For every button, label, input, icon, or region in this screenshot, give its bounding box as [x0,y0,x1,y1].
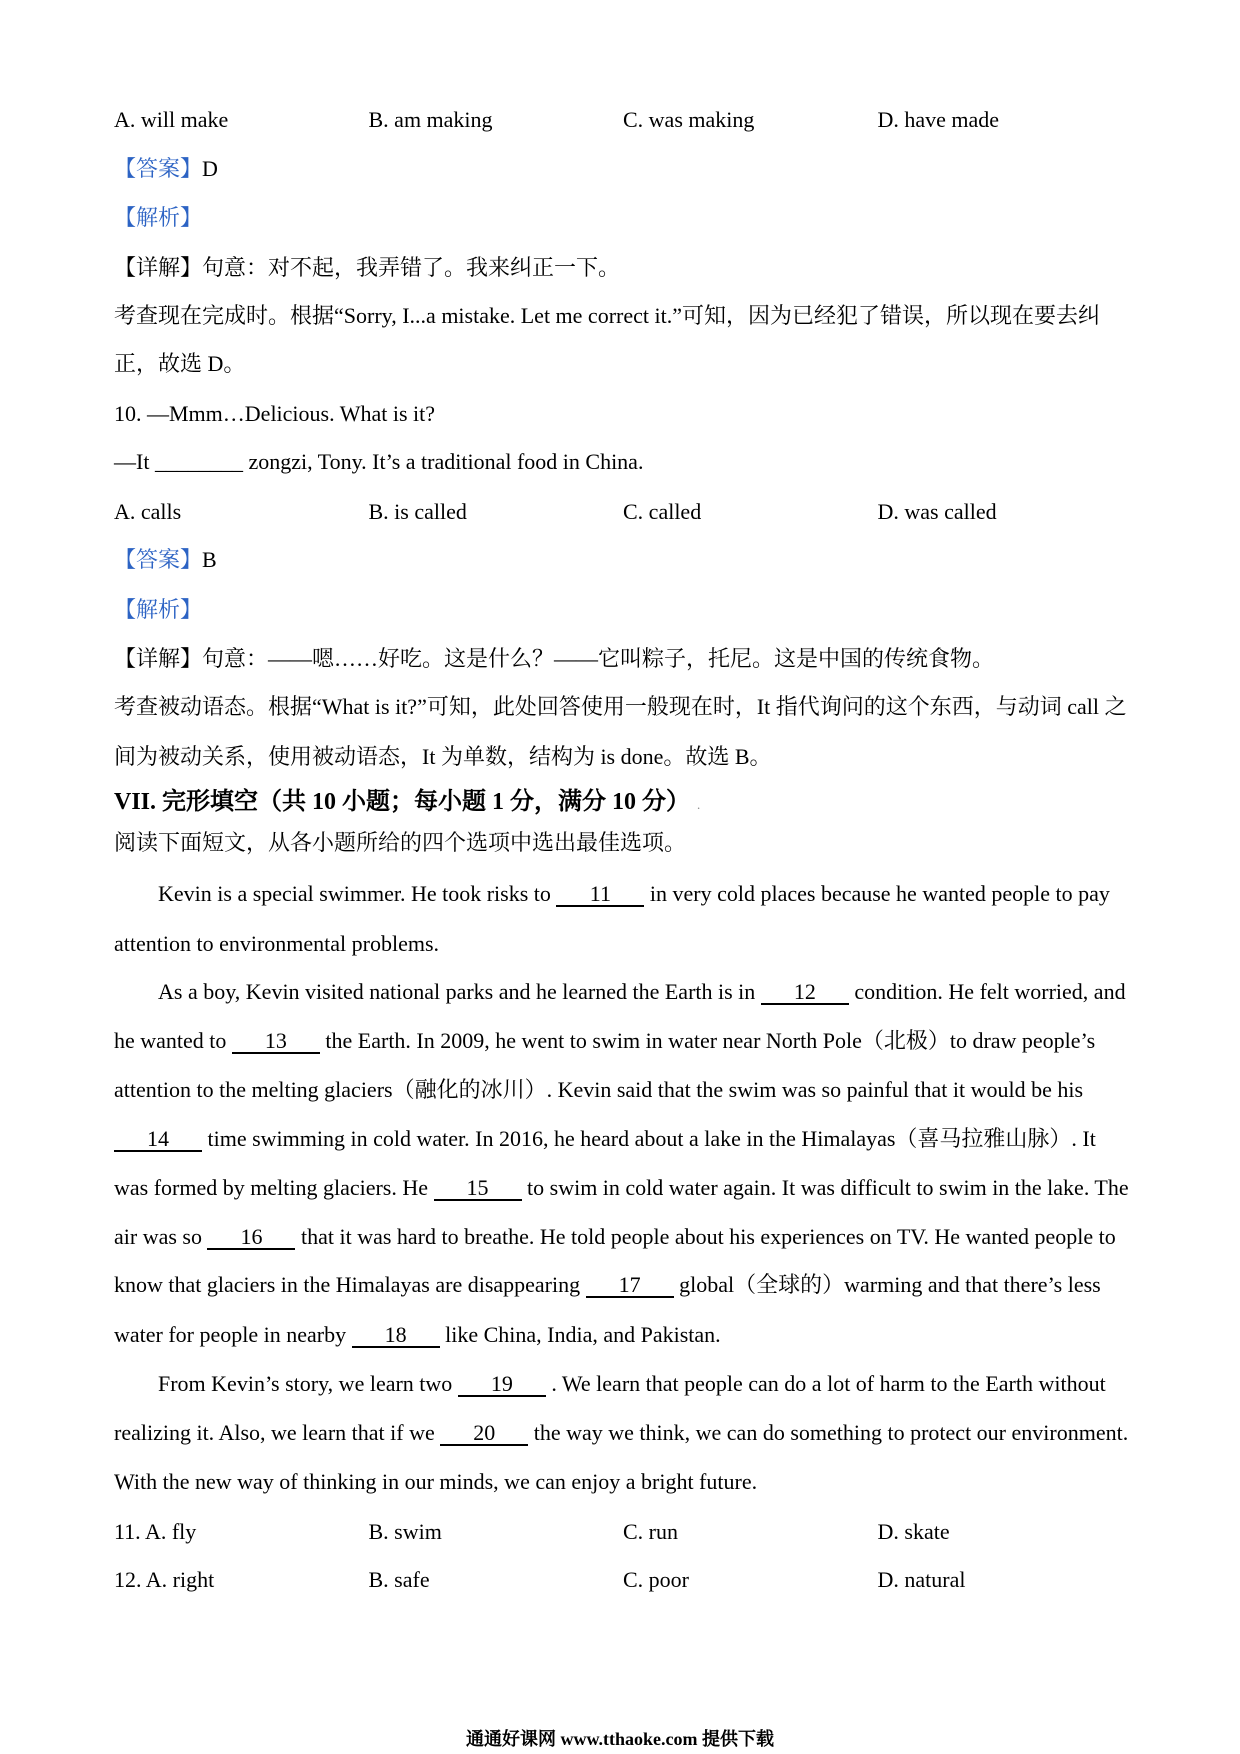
explanation-line: 正，故选 D。 [114,351,246,376]
answer-value: D [202,156,218,181]
q9-options-row [114,105,1132,135]
option-c: C. poor [623,1567,689,1592]
passage-line [158,977,1126,1007]
passage-text: in very cold places because he wanted people to pay [644,881,1110,906]
passage-line [158,1369,1106,1399]
passage-line: attention to environmental problems. [114,931,440,956]
blank-19: 19 [458,1373,546,1397]
q9-analysis-line [114,203,202,233]
answer-value: B [202,547,217,572]
question-12-options-row [114,1565,1132,1595]
analysis-label: 【解析】 [114,597,203,622]
explanation-line: 考查被动语态。根据“What is it?”可知，此处回答使用一般现在时，It 指代询问的这个东西，与动词 call 之 [114,694,1127,719]
passage-text: to swim in cold water again. It was difficult to swim in the lake. The [521,1175,1129,1200]
question-stem: 10. —Mmm…Delicious. What is it? [114,401,436,426]
passage-text: the Earth. In 2009, he went to swim in water near North Pole（北极）to draw people’s [319,1028,1096,1053]
q10-detail-line [114,644,994,674]
blank-12: 12 [761,981,849,1005]
passage-line [158,879,1110,909]
detail-label: 【详解】 [114,646,203,671]
option-a: A. calls [114,499,182,524]
section-instruction: 阅读下面短文，从各小题所给的四个选项中选出最佳选项。 [114,830,687,855]
q10-answer-line [114,545,217,575]
answer-label: 【答案】 [114,547,203,572]
passage-text: know that glaciers in the Himalayas are disappearing [114,1272,586,1297]
passage-text: like China, India, and Pakistan. [439,1322,721,1347]
passage-line [114,1418,1128,1448]
explanation-line: 间为被动关系，使用被动语态，It 为单数，结构为 is done。故选 B。 [114,744,772,769]
passage-line [114,1320,721,1350]
passage-text: that it was hard to breathe. He told people about his experiences on TV. He wanted people to [295,1224,1116,1249]
option-c: C. called [623,499,702,524]
section-heading [114,787,700,817]
question-11-options-row [114,1517,1132,1547]
passage-text: time swimming in cold water. In 2016, he heard about a lake in the Himalayas（喜马拉雅山脉）. It [202,1126,1096,1151]
passage-text: realizing it. Also, we learn that if we [114,1420,441,1445]
blank-20: 20 [440,1422,528,1446]
option-c: C. run [623,1519,678,1544]
passage-text: air was so [114,1224,208,1249]
footer-text: 通通好课网 www.tthaoke.com 提供下载 [466,1729,774,1749]
passage-text: was formed by melting glaciers. He [114,1175,434,1200]
detail-label: 【详解】 [114,255,203,280]
option-a: A. will make [114,107,229,132]
passage-text: From Kevin’s story, we learn two [158,1371,458,1396]
passage-line [114,1026,1095,1056]
passage-text: he wanted to [114,1028,232,1053]
passage-line: attention to the melting glaciers（融化的冰川）. Kevin said that the swim was so painful that it would be his [114,1077,1084,1102]
explanation-line: 考查现在完成时。根据“Sorry, I...a mistake. Let me correct it.”可知，因为已经犯了错误，所以现在要去纠 [114,303,1100,328]
option-b: B. safe [368,1567,430,1592]
passage-text: As a boy, Kevin visited national parks and he learned the Earth is in [158,979,761,1004]
blank-14: 14 [114,1128,202,1152]
option-c: C. was making [623,107,755,132]
section-heading-text: VII. 完形填空（共 10 小题；每小题 1 分，满分 10 分） [114,789,691,815]
blank-16: 16 [207,1226,295,1250]
passage-line [114,1222,1116,1252]
passage-line [114,1173,1129,1203]
passage-text: global（全球的）warming and that there’s less [673,1272,1101,1297]
option-a: 11. A. fly [114,1519,197,1544]
option-d: D. was called [877,499,997,524]
passage-text: Kevin is a special swimmer. He took risks to [158,881,557,906]
passage-text: . We learn that people can do a lot of harm to the Earth without [545,1371,1106,1396]
option-b: B. swim [368,1519,442,1544]
blank-13: 13 [232,1030,320,1054]
blank-18: 18 [352,1324,440,1348]
passage-text: water for people in nearby [114,1322,352,1347]
option-d: D. natural [877,1567,966,1592]
analysis-label: 【解析】 [114,205,203,230]
option-a: 12. A. right [114,1567,215,1592]
option-d: D. have made [877,107,1000,132]
answer-label: 【答案】 [114,156,203,181]
passage-text: the way we think, we can do something to protect our environment. [528,1420,1129,1445]
blank-15: 15 [434,1177,522,1201]
q9-detail-line [114,253,620,283]
detail-text: 句意：对不起，我弄错了。我来纠正一下。 [202,255,621,280]
option-b: B. am making [368,107,493,132]
question-stem-reply: —It ________ zongzi, Tony. It’s a traditional food in China. [114,449,644,474]
detail-text: 句意：——嗯……好吃。这是什么？——它叫粽子，托尼。这是中国的传统食物。 [202,646,995,671]
option-b: B. is called [368,499,467,524]
passage-line: With the new way of thinking in our minds, we can enjoy a bright future. [114,1469,758,1494]
q9-answer-line [114,154,218,184]
q10-analysis-line [114,595,202,625]
option-d: D. skate [877,1519,950,1544]
section-heading-mark: . [697,797,701,812]
blank-11: 11 [556,883,644,907]
passage-line [114,1270,1101,1300]
blank-17: 17 [586,1274,674,1298]
passage-line [114,1124,1096,1154]
passage-text: condition. He felt worried, and [848,979,1126,1004]
q10-options-row [114,497,1132,527]
